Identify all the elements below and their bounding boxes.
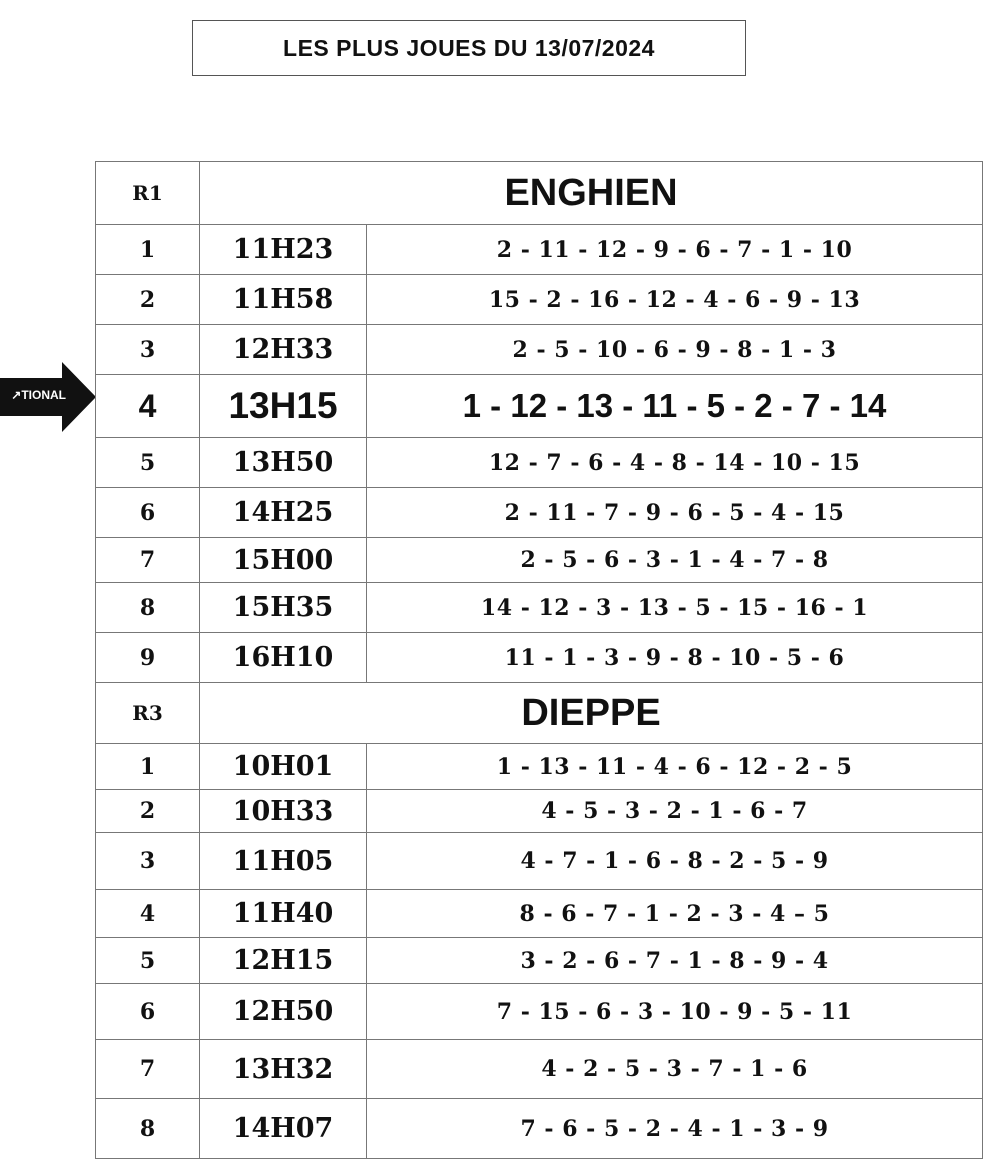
- race-picks: 1 - 12 - 13 - 11 - 5 - 2 - 7 - 14: [367, 375, 983, 438]
- race-number: 5: [96, 938, 200, 984]
- race-number: 8: [96, 583, 200, 633]
- reunion-label: R1: [96, 162, 200, 225]
- race-number: 2: [96, 790, 200, 833]
- section-header-r1: [96, 162, 983, 225]
- race-number: 1: [96, 744, 200, 790]
- race-row: [96, 833, 983, 890]
- track-name: DIEPPE: [200, 683, 983, 744]
- race-row: [96, 984, 983, 1040]
- race-number: 6: [96, 984, 200, 1040]
- race-row: [96, 538, 983, 583]
- race-time: 13H50: [200, 438, 367, 488]
- arrow-label: TIONAL↗: [11, 388, 66, 402]
- race-number: 1: [96, 225, 200, 275]
- race-row: [96, 744, 983, 790]
- race-time: 11H58: [200, 275, 367, 325]
- race-row: [96, 225, 983, 275]
- race-number: 4: [96, 375, 200, 438]
- race-time: 11H40: [200, 890, 367, 938]
- race-picks: 15 - 2 - 16 - 12 - 4 - 6 - 9 - 13: [367, 275, 983, 325]
- race-number: 7: [96, 1040, 200, 1099]
- race-number: 2: [96, 275, 200, 325]
- race-time: 15H35: [200, 583, 367, 633]
- race-number: 3: [96, 325, 200, 375]
- race-number: 5: [96, 438, 200, 488]
- race-picks: 8 - 6 - 7 - 1 - 2 - 3 - 4 – 5: [367, 890, 983, 938]
- race-row: [96, 633, 983, 683]
- races-table: [95, 161, 983, 1159]
- race-number: 7: [96, 538, 200, 583]
- race-picks: 4 - 2 - 5 - 3 - 7 - 1 - 6: [367, 1040, 983, 1099]
- race-picks: 2 - 11 - 12 - 9 - 6 - 7 - 1 - 10: [367, 225, 983, 275]
- race-row: [96, 938, 983, 984]
- race-row: [96, 325, 983, 375]
- race-picks: 12 - 7 - 6 - 4 - 8 - 14 - 10 - 15: [367, 438, 983, 488]
- race-number: 9: [96, 633, 200, 683]
- race-picks: 2 - 11 - 7 - 9 - 6 - 5 - 4 - 15: [367, 488, 983, 538]
- race-row: [96, 890, 983, 938]
- race-row: [96, 275, 983, 325]
- reunion-label: R3: [96, 683, 200, 744]
- section-header-r3: [96, 683, 983, 744]
- race-time: 12H50: [200, 984, 367, 1040]
- page-title: LES PLUS JOUES DU 13/07/2024: [192, 20, 746, 76]
- race-picks: 3 - 2 - 6 - 7 - 1 - 8 - 9 - 4: [367, 938, 983, 984]
- race-time: 11H05: [200, 833, 367, 890]
- race-picks: 14 - 12 - 3 - 13 - 5 - 15 - 16 - 1: [367, 583, 983, 633]
- race-picks: 2 - 5 - 10 - 6 - 9 - 8 - 1 - 3: [367, 325, 983, 375]
- race-time: 10H33: [200, 790, 367, 833]
- race-picks: 4 - 5 - 3 - 2 - 1 - 6 - 7: [367, 790, 983, 833]
- race-time: 10H01: [200, 744, 367, 790]
- race-number: 3: [96, 833, 200, 890]
- race-time: 13H15: [200, 375, 367, 438]
- race-row: [96, 790, 983, 833]
- track-name: ENGHIEN: [200, 162, 983, 225]
- race-time: 16H10: [200, 633, 367, 683]
- race-number: 8: [96, 1099, 200, 1159]
- race-time: 12H33: [200, 325, 367, 375]
- race-number: 4: [96, 890, 200, 938]
- race-number: 6: [96, 488, 200, 538]
- race-row-highlighted: [96, 375, 983, 438]
- race-row: [96, 438, 983, 488]
- race-picks: 1 - 13 - 11 - 4 - 6 - 12 - 2 - 5: [367, 744, 983, 790]
- race-picks: 11 - 1 - 3 - 9 - 8 - 10 - 5 - 6: [367, 633, 983, 683]
- race-row: [96, 583, 983, 633]
- race-time: 13H32: [200, 1040, 367, 1099]
- race-time: 14H07: [200, 1099, 367, 1159]
- race-time: 11H23: [200, 225, 367, 275]
- race-time: 14H25: [200, 488, 367, 538]
- race-picks: 7 - 15 - 6 - 3 - 10 - 9 - 5 - 11: [367, 984, 983, 1040]
- race-row: [96, 488, 983, 538]
- race-row: [96, 1040, 983, 1099]
- race-picks: 4 - 7 - 1 - 6 - 8 - 2 - 5 - 9: [367, 833, 983, 890]
- race-time: 15H00: [200, 538, 367, 583]
- race-time: 12H15: [200, 938, 367, 984]
- race-picks: 7 - 6 - 5 - 2 - 4 - 1 - 3 - 9: [367, 1099, 983, 1159]
- race-picks: 2 - 5 - 6 - 3 - 1 - 4 - 7 - 8: [367, 538, 983, 583]
